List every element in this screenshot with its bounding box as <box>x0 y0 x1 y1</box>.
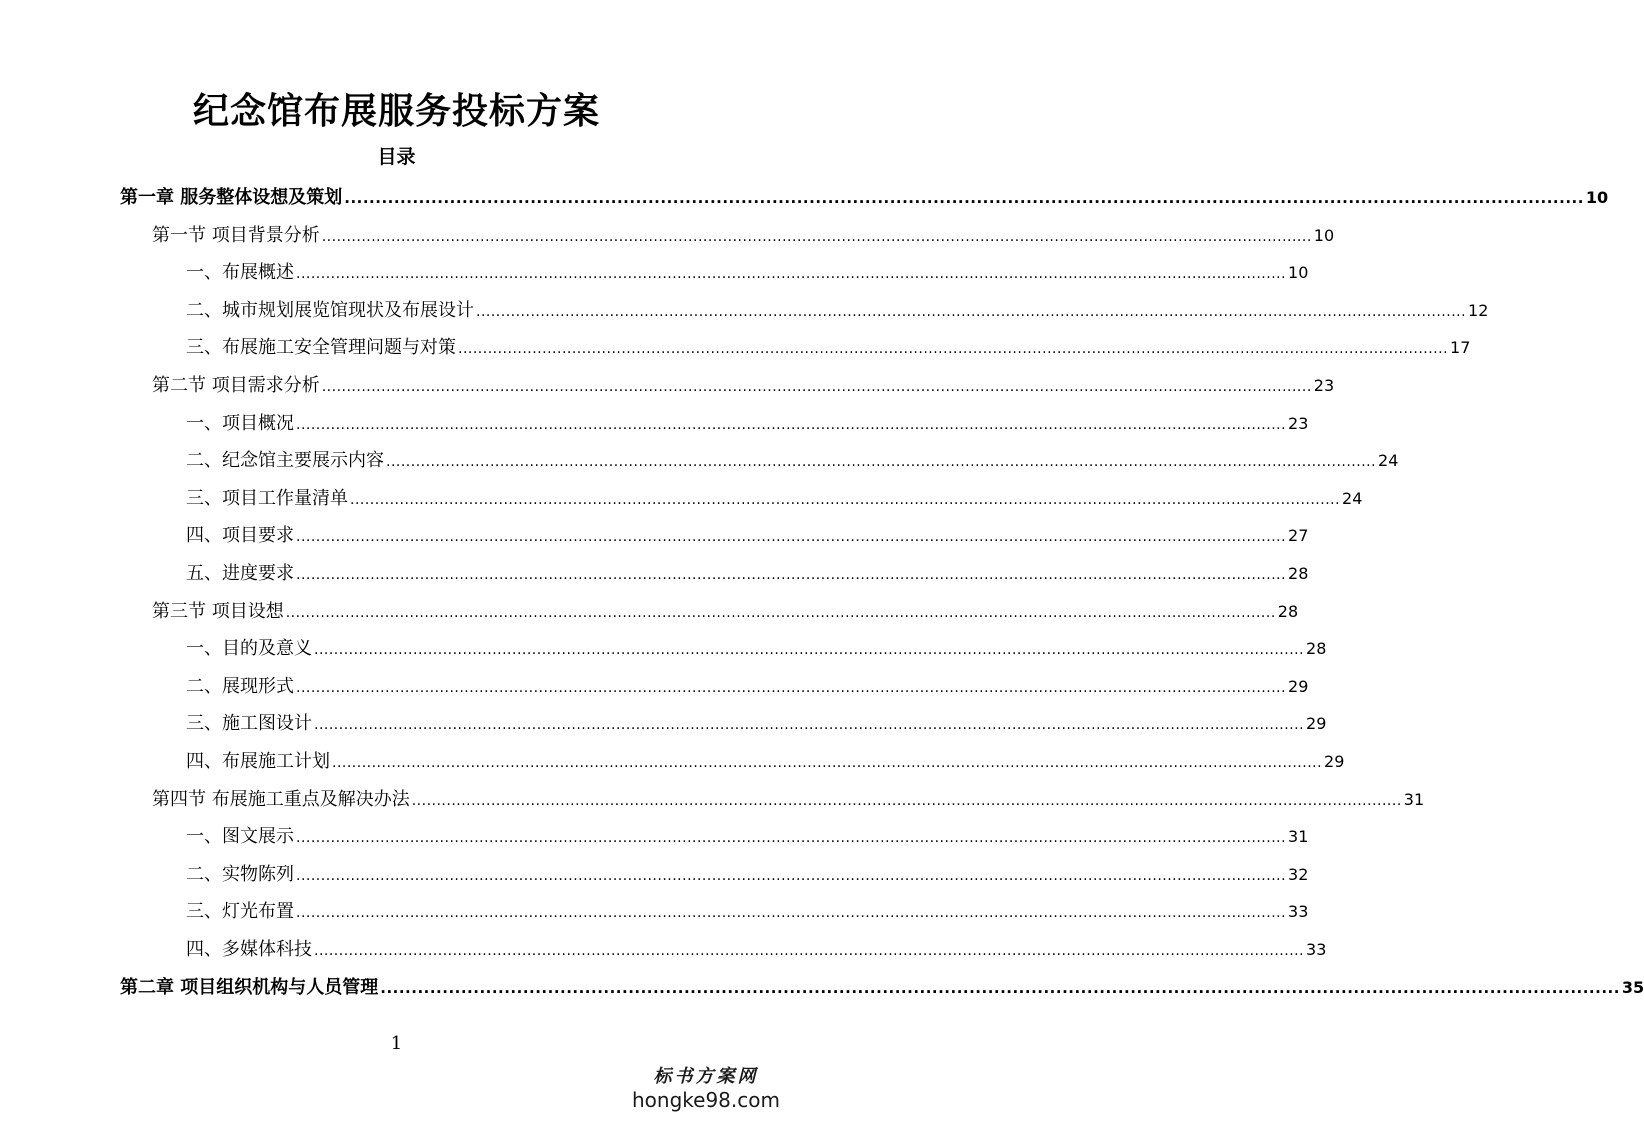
toc-entry-page: 10 <box>1288 263 1309 283</box>
toc-leader-dots: ........................................................................................................................................................................................................ <box>332 755 1323 771</box>
toc-entry-title: 一、布展概述 <box>186 262 294 284</box>
toc-leader-dots: ........................................................................................................................................................................................................ <box>296 679 1287 696</box>
toc-leader-dots: ........................................................................................................................................................................................................ <box>314 717 1305 734</box>
toc-entry-title: 一、图文展示 <box>186 826 294 848</box>
toc-entry-title: 四、多媒体科技 <box>186 939 312 960</box>
toc-leader-dots: ........................................................................................................................................................................................................ <box>350 491 1341 508</box>
toc-entry[interactable] <box>152 782 1425 818</box>
toc-entry-page: 29 <box>1306 714 1327 734</box>
toc-entry-page: 28 <box>1277 601 1299 621</box>
toc-leader-dots: ........................................................................................................................................................................................................ <box>296 830 1287 847</box>
toc-entry-page: 33 <box>1306 940 1327 959</box>
toc-entry[interactable] <box>152 218 1335 254</box>
toc-entry-title: 一、目的及意义 <box>186 638 312 660</box>
toc-entry-page: 28 <box>1288 564 1309 583</box>
toc-entry-page: 10 <box>1313 225 1335 245</box>
toc-entry[interactable] <box>186 518 1309 554</box>
toc-leader-dots: ........................................................................................................................................................................................................ <box>386 454 1377 471</box>
toc-entry-page: 12 <box>1468 300 1489 320</box>
toc-leader-dots: ........................................................................................................................................................................................................ <box>344 189 1584 207</box>
toc-entry-page: 10 <box>1585 188 1609 207</box>
toc-leader-dots: ........................................................................................................................................................................................................ <box>321 379 1312 395</box>
toc-entry[interactable] <box>120 180 1609 216</box>
toc-entry[interactable] <box>186 255 1309 291</box>
toc-heading: 目录 <box>377 146 416 168</box>
toc-leader-dots: ........................................................................................................................................................................................................ <box>476 303 1467 320</box>
toc-entry-title: 第一章 服务整体设想及策划 <box>120 187 343 208</box>
toc-leader-dots: ........................................................................................................................................................................................................ <box>411 792 1402 809</box>
toc-entry-title: 第四节 布展施工重点及解决办法 <box>152 788 410 810</box>
toc-entry-page: 24 <box>1342 488 1363 508</box>
toc-entry[interactable] <box>186 481 1363 517</box>
toc-entry-page: 23 <box>1313 376 1335 395</box>
toc-entry[interactable] <box>186 706 1327 742</box>
toc-entry[interactable] <box>186 932 1327 968</box>
toc-leader-dots: ........................................................................................................................................................................................................ <box>321 228 1312 245</box>
toc-entry[interactable] <box>186 406 1309 442</box>
toc-entry-title: 五、进度要求 <box>186 563 294 584</box>
toc-entry-title: 二、展现形式 <box>186 675 294 697</box>
toc-leader-dots: ........................................................................................................................................................................................................ <box>458 341 1449 358</box>
toc-leader-dots: ........................................................................................................................................................................................................ <box>296 529 1287 546</box>
toc-entry[interactable] <box>186 894 1309 930</box>
toc-entry-title: 一、项目概况 <box>186 412 294 434</box>
toc-entry[interactable] <box>186 669 1309 705</box>
toc-leader-dots: ........................................................................................................................................................................................................ <box>314 943 1305 959</box>
toc-entry-title: 四、项目要求 <box>186 525 294 547</box>
watermark-name: 标书方案网 <box>653 1066 759 1087</box>
toc-entry-title: 第一节 项目背景分析 <box>152 224 320 246</box>
toc-entry[interactable] <box>186 556 1309 592</box>
toc-entry[interactable] <box>120 970 1644 1006</box>
toc-leader-dots: ........................................................................................................................................................................................................ <box>296 567 1287 583</box>
toc-entry-title: 二、实物陈列 <box>186 863 294 885</box>
toc-entry-page: 24 <box>1378 451 1399 471</box>
toc-entry-title: 第二节 项目需求分析 <box>152 375 320 396</box>
toc-entry-title: 三、项目工作量清单 <box>186 487 348 509</box>
toc-leader-dots: ........................................................................................................................................................................................................ <box>380 978 1620 997</box>
toc-entry-page: 27 <box>1288 526 1309 546</box>
toc-entry[interactable] <box>152 594 1299 630</box>
toc-entry-title: 四、布展施工计划 <box>186 751 330 772</box>
toc-entry[interactable] <box>186 330 1471 366</box>
document-title: 纪念馆布展服务投标方案 <box>192 91 600 132</box>
toc-leader-dots: ........................................................................................................................................................................................................ <box>285 604 1276 621</box>
toc-entry-title: 三、灯光布置 <box>186 901 294 923</box>
toc-entry-title: 三、施工图设计 <box>186 713 312 735</box>
toc-entry-title: 第三节 项目设想 <box>152 600 284 622</box>
toc-entry-title: 二、城市规划展览馆现状及布展设计 <box>186 299 474 321</box>
toc-entry[interactable] <box>186 631 1327 667</box>
toc-entry-page: 29 <box>1324 752 1345 771</box>
toc-entry-page: 31 <box>1403 789 1425 809</box>
toc-entry-page: 17 <box>1450 338 1471 358</box>
site-watermark <box>631 1066 781 1112</box>
toc-entry-title: 第二章 项目组织机构与人员管理 <box>120 976 379 998</box>
toc-leader-dots: ........................................................................................................................................................................................................ <box>314 642 1305 659</box>
toc-entry[interactable] <box>186 744 1345 780</box>
toc-entry-page: 28 <box>1306 639 1327 659</box>
toc-entry[interactable] <box>152 368 1335 404</box>
page-number: 1 <box>390 1033 403 1054</box>
toc-entry-page: 23 <box>1288 413 1309 433</box>
toc-leader-dots: ........................................................................................................................................................................................................ <box>296 867 1287 884</box>
toc-entry[interactable] <box>186 293 1489 329</box>
toc-entry-page: 29 <box>1288 676 1309 696</box>
toc-leader-dots: ........................................................................................................................................................................................................ <box>296 905 1287 922</box>
toc-entry-title: 二、纪念馆主要展示内容 <box>186 450 384 472</box>
toc-entry-page: 32 <box>1288 864 1309 884</box>
toc-leader-dots: ........................................................................................................................................................................................................ <box>296 266 1287 283</box>
toc-entry[interactable] <box>186 857 1309 893</box>
toc-leader-dots: ........................................................................................................................................................................................................ <box>296 416 1287 433</box>
toc-entry-page: 35 <box>1621 977 1644 997</box>
watermark-url: hongke98.com <box>632 1088 780 1112</box>
toc-entry-title: 三、布展施工安全管理问题与对策 <box>186 337 456 359</box>
toc-entry-page: 31 <box>1288 827 1309 847</box>
toc-entry[interactable] <box>186 443 1399 479</box>
toc-entry[interactable] <box>186 819 1309 855</box>
toc-entry-page: 33 <box>1288 902 1309 922</box>
